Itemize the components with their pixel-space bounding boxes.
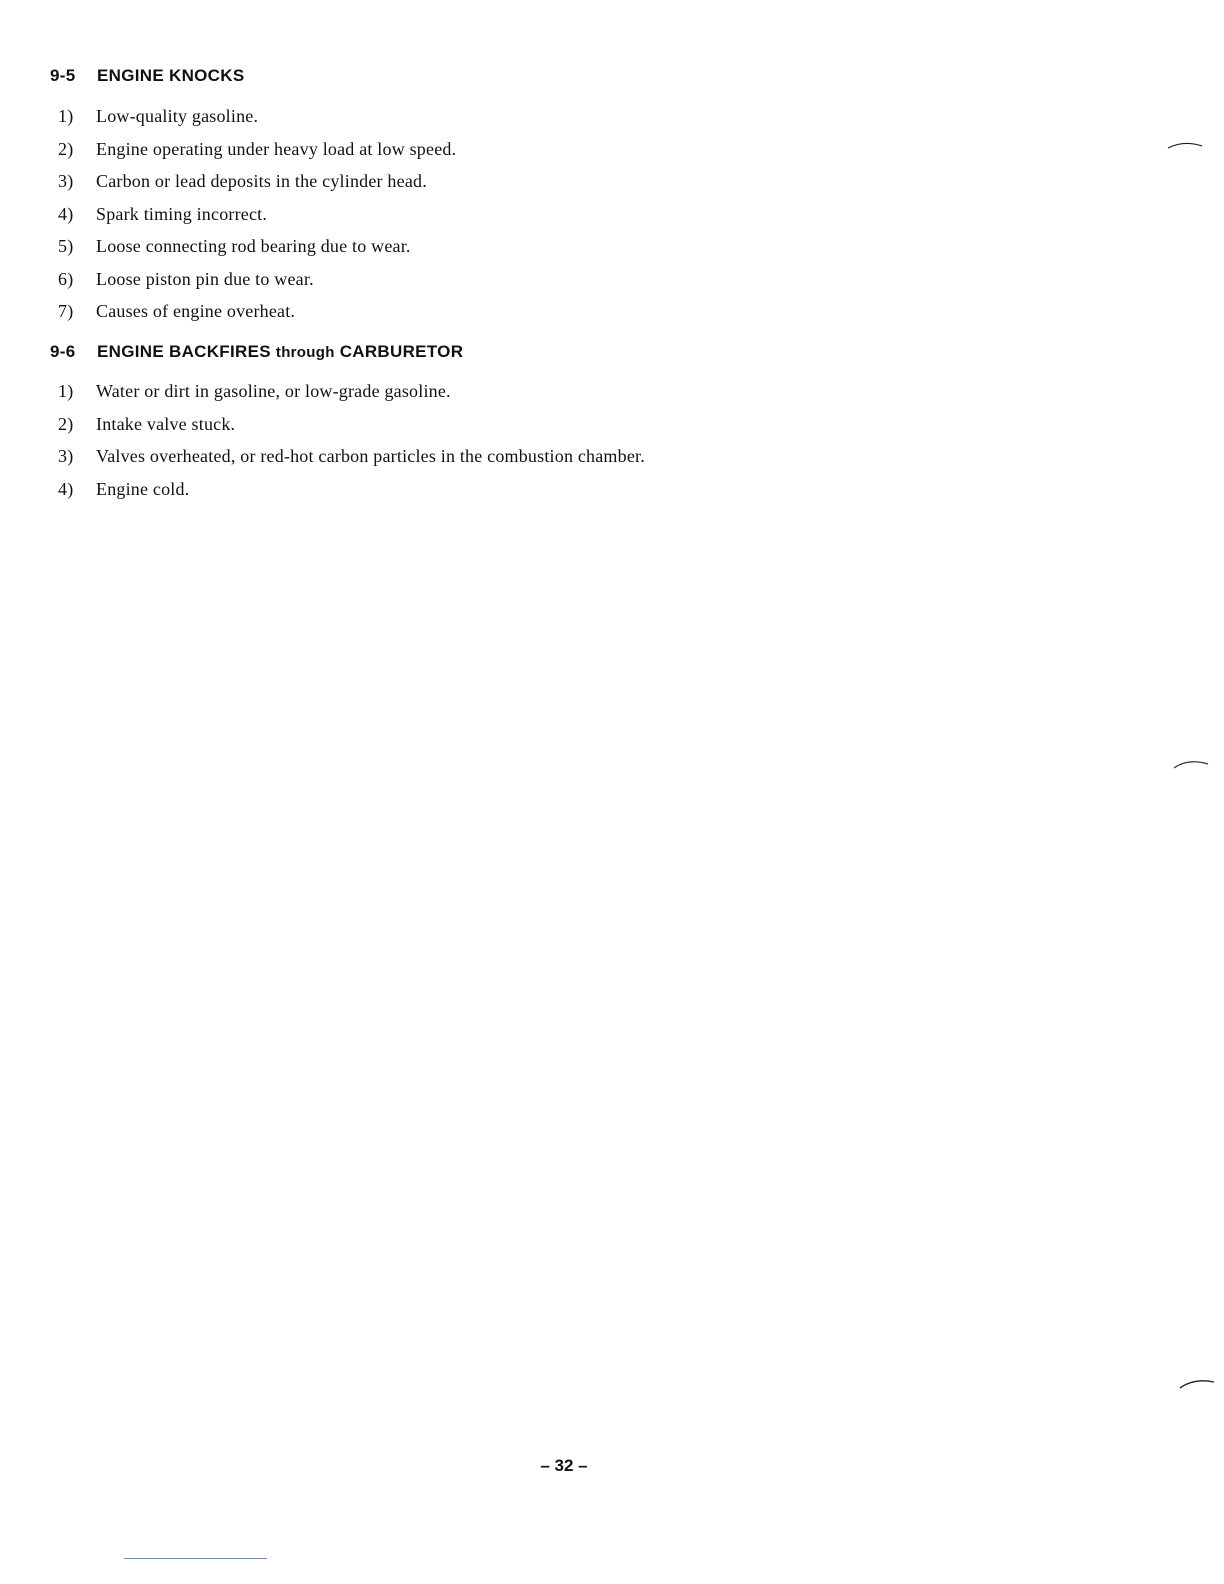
section-number: 9-6 (50, 342, 76, 361)
list-item (58, 204, 267, 225)
section-heading-9-5 (50, 66, 244, 86)
list-item-number: 7) (58, 301, 74, 321)
list-item-text: Loose connecting rod bearing due to wear. (96, 236, 411, 256)
list-item-number: 1) (58, 106, 74, 126)
list-item-number: 5) (58, 236, 74, 256)
list-item-text: Spark timing incorrect. (96, 204, 268, 224)
list-item-text: Low-quality gasoline. (96, 106, 259, 126)
list-item (58, 106, 258, 127)
list-item-text: Valves overheated, or red-hot carbon particles in the combustion chamber. (96, 446, 645, 466)
list-item-number: 2) (58, 414, 74, 434)
list-item-number: 3) (58, 446, 74, 466)
list-item (58, 479, 189, 500)
margin-mark-icon (1166, 138, 1206, 152)
list-item-number: 6) (58, 269, 74, 289)
section-number: 9-5 (50, 66, 76, 85)
section-title: ENGINE KNOCKS (97, 66, 245, 85)
list-item (58, 446, 645, 467)
list-item-number: 4) (58, 204, 74, 224)
margin-mark-icon (1178, 1376, 1218, 1392)
list-item-text: Engine cold. (96, 479, 190, 499)
list-item (58, 236, 411, 257)
section-title-part: through (275, 344, 335, 361)
list-item-number: 3) (58, 171, 74, 191)
section-title-part: ENGINE BACKFIRES (97, 342, 271, 361)
list-item-text: Causes of engine overheat. (96, 301, 296, 321)
page-number: – 32 – (540, 1456, 588, 1475)
bottom-rule (124, 1558, 267, 1559)
section-heading-9-6 (50, 342, 463, 362)
list-item-text: Carbon or lead deposits in the cylinder head. (96, 171, 427, 191)
list-item (58, 139, 456, 160)
list-item (58, 269, 314, 290)
list-item-text: Engine operating under heavy load at low speed. (96, 139, 457, 159)
list-item-number: 4) (58, 479, 74, 499)
list-item-text: Intake valve stuck. (96, 414, 236, 434)
list-item (58, 171, 427, 192)
list-item-number: 2) (58, 139, 74, 159)
list-item (58, 301, 295, 322)
list-item-text: Water or dirt in gasoline, or low-grade gasoline. (96, 381, 451, 401)
margin-mark-icon (1172, 756, 1212, 772)
list-item (58, 414, 235, 435)
section-title-part: CARBURETOR (339, 342, 464, 361)
list-item-text: Loose piston pin due to wear. (96, 269, 314, 289)
list-item (58, 381, 451, 402)
list-item-number: 1) (58, 381, 74, 401)
